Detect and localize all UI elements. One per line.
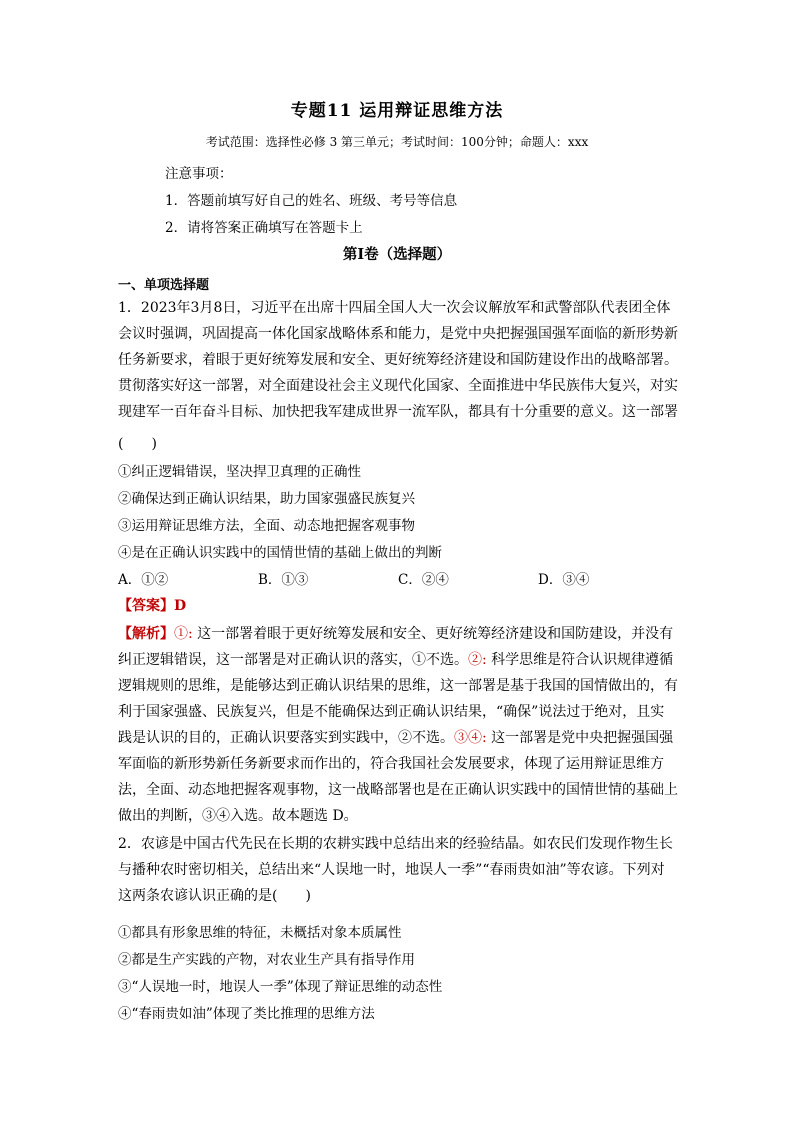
question-2-stem: 2．农谚是中国古代先民在长期的农耕实践中总结出来的经验结晶。如农民们发现作物生长与播种农时密切相关，总结出来“人误地一时，地误人一季”“春雨贵如油”等农谚。下列对这两条农谚认识正确的是( ) [118,836,673,904]
analysis-marker: ②: [468,652,487,668]
choice-b: B．①③ [258,572,309,588]
page-title: 专题11 运用辩证思维方法 [290,101,504,121]
notice-item: 2．请将答案正确填写在答题卡上 [165,220,363,236]
choice-a: A．①② [118,572,169,588]
analysis-text: 这一部署是党中央把握强国强军面临的新形势新任务新要求而作出的，符合我国社会发展要求，体现了运用辩证思维方法，全面、动态地把握客观事物，这一战略部署也是在正确认识实践中的国情世情的基础上做出的判断，③④入选。故本题选 D。 [118,730,678,824]
notice-item: 1．答题前填写好自己的姓名、班级、考号等信息 [165,193,458,209]
question-1-option: ④是在正确认识实践中的国情世情的基础上做出的判断 [118,545,442,561]
question-1-answer [118,595,186,615]
analysis-text: 科学思维是符合认识规律遵循逻辑规则的思维，是能够达到正确认识结果的思维，这一部署是基于我国的国情做出的，有利于国家强盛、民族复兴，但是不能确保达到正确认识结果，“确保”说法过于绝对，且实践是认识的目的，正确认识要落实到实践中，②不选。 [118,652,678,746]
question-2-option: ①都具有形象思维的特征，未概括对象本质属性 [118,925,402,941]
section-title: 一、单项选择题 [118,278,210,293]
question-1-option: ①纠正逻辑错误，坚决捍卫真理的正确性 [118,464,361,480]
answer-value: D [174,598,187,614]
answer-label: 【答案】 [118,598,174,614]
question-1-choices [118,568,678,594]
analysis-marker: ①: [174,626,193,642]
analysis-marker: ③④: [454,730,487,746]
question-1-stem: 1．2023年3月8日，习近平在出席十四届全国人大一次会议解放军和武警部队代表团全体会议时强调，巩固提高一体化国家战略体系和能力，是党中央把握强国强军面临的新形势新任务新要求，着眼于更好统筹发展和安全、更好统筹经济建设和国防建设作出的战略部署。贯彻落实好这一部署，对全面建设社会主义现代化国家、全面推进中华民族伟大复兴，对实现建军一百年奋斗目标、加快把我军建成世界一流军队，都具有十分重要的意义。这一部署 [118,300,678,420]
analysis-label: 【解析】 [118,626,174,642]
question-1-bracket: ( ) [118,436,157,452]
question-2-option: ④“春雨贵如油”体现了类比推理的思维方法 [118,1006,375,1022]
exam-meta: 考试范围：选择性必修 3 第三单元；考试时间：100分钟；命题人：xxx [205,135,589,149]
question-2-option: ②都是生产实践的产物，对农业生产具有指导作用 [118,952,415,968]
question-1-analysis [118,621,678,829]
question-2-option: ③“人误地一时，地误人一季”体现了辩证思维的动态性 [118,979,443,995]
choice-d: D．③④ [538,572,590,588]
question-1-option: ③运用辩证思维方法，全面、动态地把握客观事物 [118,518,415,534]
analysis-text: 这一部署着眼于更好统筹发展和安全、更好统筹经济建设和国防建设，并没有纠正逻辑错误，这一部署是对正确认识的落实，①不选。 [118,626,674,668]
choice-c: C．②④ [398,572,449,588]
question-1-option: ②确保达到正确认识结果，助力国家强盛民族复兴 [118,491,415,507]
volume-title: 第I卷（选择题） [342,246,452,263]
analysis-body [118,626,678,824]
notice-title: 注意事项： [165,166,233,182]
